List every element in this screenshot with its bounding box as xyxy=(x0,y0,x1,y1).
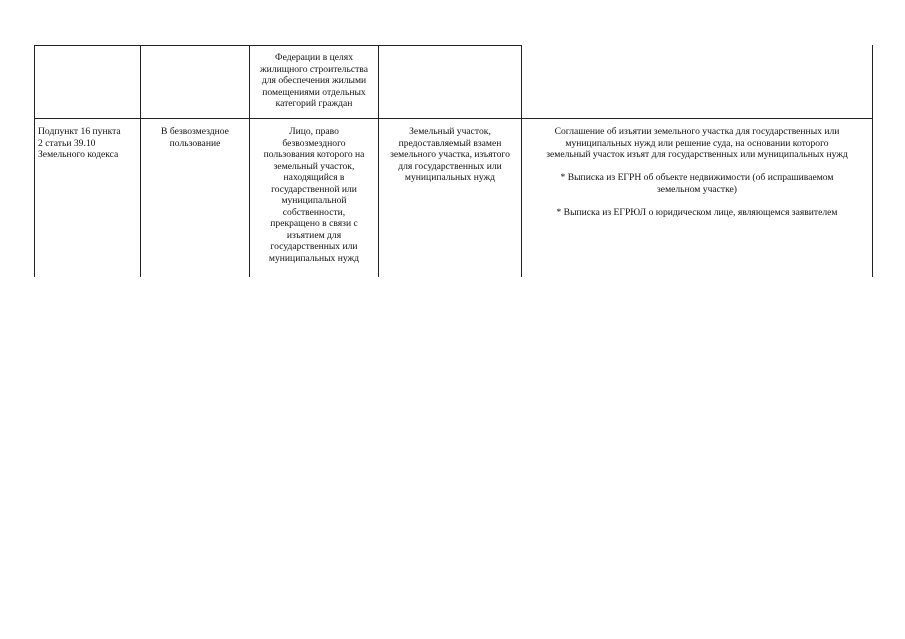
row-separator xyxy=(34,118,873,119)
cell-right-type: В безвозмездное пользование xyxy=(161,126,229,149)
document-item: * Выписка из ЕГРЮЛ о юридическом лице, являющемся заявителем xyxy=(556,206,838,218)
document-item: Соглашение об изъятии земельного участка для государственных или муниципальных нужд или решение суда, на основании которого земельный участок изъят для государственных или муниципальных нужд xyxy=(546,126,848,160)
table-top-border xyxy=(34,45,522,46)
column-border-2 xyxy=(140,45,141,277)
cell-applicant-continued: Федерации в целях жилищного строительства для обеспечения жилыми помещениями отдельных категорий граждан xyxy=(260,52,368,109)
cell-legal-basis: Подпункт 16 пункта 2 статьи 39.10 Земельного кодекса xyxy=(38,126,121,160)
cell-land-plot: Земельный участок, предоставляемый взамен земельного участка, изъятого для государственных или муниципальных нужд xyxy=(390,126,510,183)
column-border-1 xyxy=(34,45,35,277)
cell-documents xyxy=(522,126,872,218)
document-item: * Выписка из ЕГРН об объекте недвижимости (об испрашиваемом земельном участке) xyxy=(560,172,834,195)
cell-applicant: Лицо, право безвозмездного пользования которого на земельный участок, находящийся в государственной или муниципальной собственности, прекращено в связи с изъятием для государственных или муниципальных нужд xyxy=(263,126,365,264)
column-border-6 xyxy=(872,45,873,277)
